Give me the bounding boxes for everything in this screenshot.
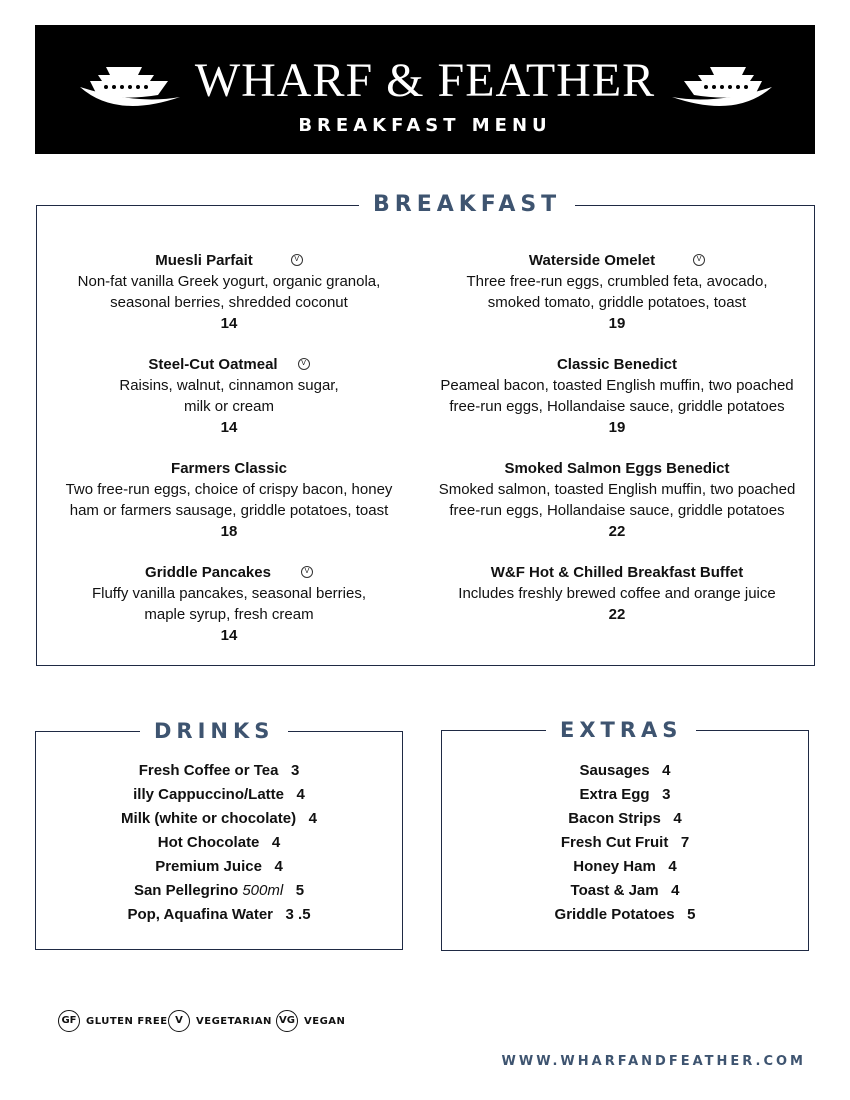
menu-item (39, 354, 419, 438)
item-price: 14 (220, 315, 238, 332)
extra-price: 5 (687, 906, 696, 923)
menu-item (427, 562, 807, 625)
menu-item (427, 250, 807, 334)
item-description: Two free-run eggs, choice of crispy bacon, honey (65, 481, 393, 498)
extra-name: Honey Ham (573, 858, 656, 875)
item-price: 22 (608, 523, 626, 540)
drink-name: Fresh Coffee or Tea (138, 762, 279, 779)
vegetarian-icon: V (291, 254, 303, 266)
legend-label: GLUTEN FREE (86, 1015, 168, 1027)
item-price: 19 (608, 419, 626, 436)
item-description: Includes freshly brewed coffee and orange juice (458, 585, 776, 602)
item-price: 14 (220, 627, 238, 644)
item-description: Non-fat vanilla Greek yogurt, organic granola, (77, 273, 381, 290)
extra-price: 7 (680, 834, 690, 851)
extras-title: EXTRAS (546, 717, 696, 743)
drinks-list (36, 759, 402, 927)
list-item (442, 855, 808, 879)
extra-name: Fresh Cut Fruit (560, 834, 669, 851)
item-name: Steel-Cut Oatmeal (148, 356, 278, 373)
item-name: Smoked Salmon Eggs Benedict (504, 460, 730, 477)
menu-item (39, 250, 419, 334)
breakfast-section (36, 192, 815, 666)
drinks-section (35, 719, 403, 950)
legend-item-gluten-free (58, 1010, 168, 1032)
drink-price: 4 (274, 858, 283, 875)
list-item (36, 831, 402, 855)
menu-header (35, 25, 815, 154)
drink-price: 4 (296, 786, 305, 803)
item-price: 18 (220, 523, 238, 540)
vegetarian-icon: V (301, 566, 313, 578)
extra-name: Sausages (579, 762, 650, 779)
list-item (36, 879, 402, 903)
item-description: ham or farmers sausage, griddle potatoes, toast (69, 502, 389, 519)
drink-price: 4 (308, 810, 317, 827)
item-description: seasonal berries, shredded coconut (110, 294, 348, 311)
list-item (36, 903, 402, 927)
extra-price: 4 (662, 762, 671, 779)
drink-name: Premium Juice (155, 858, 262, 875)
item-price: 19 (608, 315, 626, 332)
legend-item-vegan (276, 1010, 345, 1032)
drink-price: 3 (290, 762, 300, 779)
item-description: free-run eggs, Hollandaise sauce, griddle potatoes (449, 502, 785, 519)
item-description: Peameal bacon, toasted English muffin, two poached (440, 377, 794, 394)
list-item (36, 759, 402, 783)
extra-name: Griddle Potatoes (554, 906, 675, 923)
menu-item (427, 354, 807, 438)
list-item (36, 855, 402, 879)
legend-item-vegetarian (168, 1010, 272, 1032)
list-item (36, 807, 402, 831)
list-item (442, 807, 808, 831)
breakfast-title: BREAKFAST (359, 192, 575, 218)
item-price: 14 (220, 419, 238, 436)
extra-price: 4 (673, 810, 682, 827)
item-price: 22 (608, 606, 626, 623)
menu-item (427, 458, 807, 542)
gluten-free-icon: GF (58, 1010, 80, 1032)
list-item (442, 903, 808, 927)
extra-price: 4 (668, 858, 677, 875)
item-name: Griddle Pancakes (145, 564, 271, 581)
item-description: Three free-run eggs, crumbled feta, avocado, (466, 273, 768, 290)
extra-price: 4 (671, 882, 680, 899)
menu-item (39, 458, 419, 542)
vegetarian-icon: V (298, 358, 310, 370)
list-item (442, 879, 808, 903)
drink-name: San Pellegrino (133, 882, 239, 899)
menu-subtitle: BREAKFAST MENU (298, 115, 552, 136)
drink-name: illy Cappuccino/Latte (133, 786, 284, 803)
extra-name: Bacon Strips (568, 810, 661, 827)
item-name: Muesli Parfait (155, 252, 253, 269)
brand-name: WHARF & FEATHER (194, 54, 656, 107)
item-name: Farmers Classic (171, 460, 287, 477)
drink-note: 500ml (242, 882, 284, 899)
drink-name: Milk (white or chocolate) (121, 810, 297, 827)
list-item (442, 783, 808, 807)
item-description: Raisins, walnut, cinnamon sugar, (119, 377, 339, 394)
extras-list (442, 759, 808, 927)
item-name: Classic Benedict (556, 356, 678, 373)
drink-price: 3 .5 (285, 906, 311, 923)
legend-label: VEGAN (304, 1015, 346, 1027)
list-item (36, 783, 402, 807)
extras-section (441, 718, 809, 951)
vegetarian-icon: V (693, 254, 705, 266)
vegetarian-icon: V (168, 1010, 190, 1032)
ship-feather-icon (668, 47, 776, 113)
legend-label: VEGETARIAN (196, 1015, 272, 1027)
item-description: free-run eggs, Hollandaise sauce, griddle potatoes (449, 398, 785, 415)
drinks-title: DRINKS (140, 718, 288, 744)
item-description: milk or cream (183, 398, 274, 415)
vegan-icon: VG (276, 1010, 298, 1032)
drink-name: Pop, Aquafina Water (127, 906, 273, 923)
item-description: Smoked salmon, toasted English muffin, two poached (438, 481, 796, 498)
list-item (442, 759, 808, 783)
list-item (442, 831, 808, 855)
item-name: W&F Hot & Chilled Breakfast Buffet (490, 564, 744, 581)
menu-item (39, 562, 419, 646)
item-name: Waterside Omelet (528, 252, 656, 269)
extra-price: 3 (662, 786, 671, 803)
item-description: Fluffy vanilla pancakes, seasonal berries, (91, 585, 367, 602)
extra-name: Toast & Jam (570, 882, 659, 899)
item-description: maple syrup, fresh cream (144, 606, 314, 623)
item-description: smoked tomato, griddle potatoes, toast (487, 294, 747, 311)
extra-name: Extra Egg (579, 786, 650, 803)
drink-price: 5 (295, 882, 305, 899)
drink-name: Hot Chocolate (157, 834, 260, 851)
drink-price: 4 (271, 834, 281, 851)
website-link[interactable]: WWW.WHARFANDFEATHER.COM (501, 1054, 806, 1069)
